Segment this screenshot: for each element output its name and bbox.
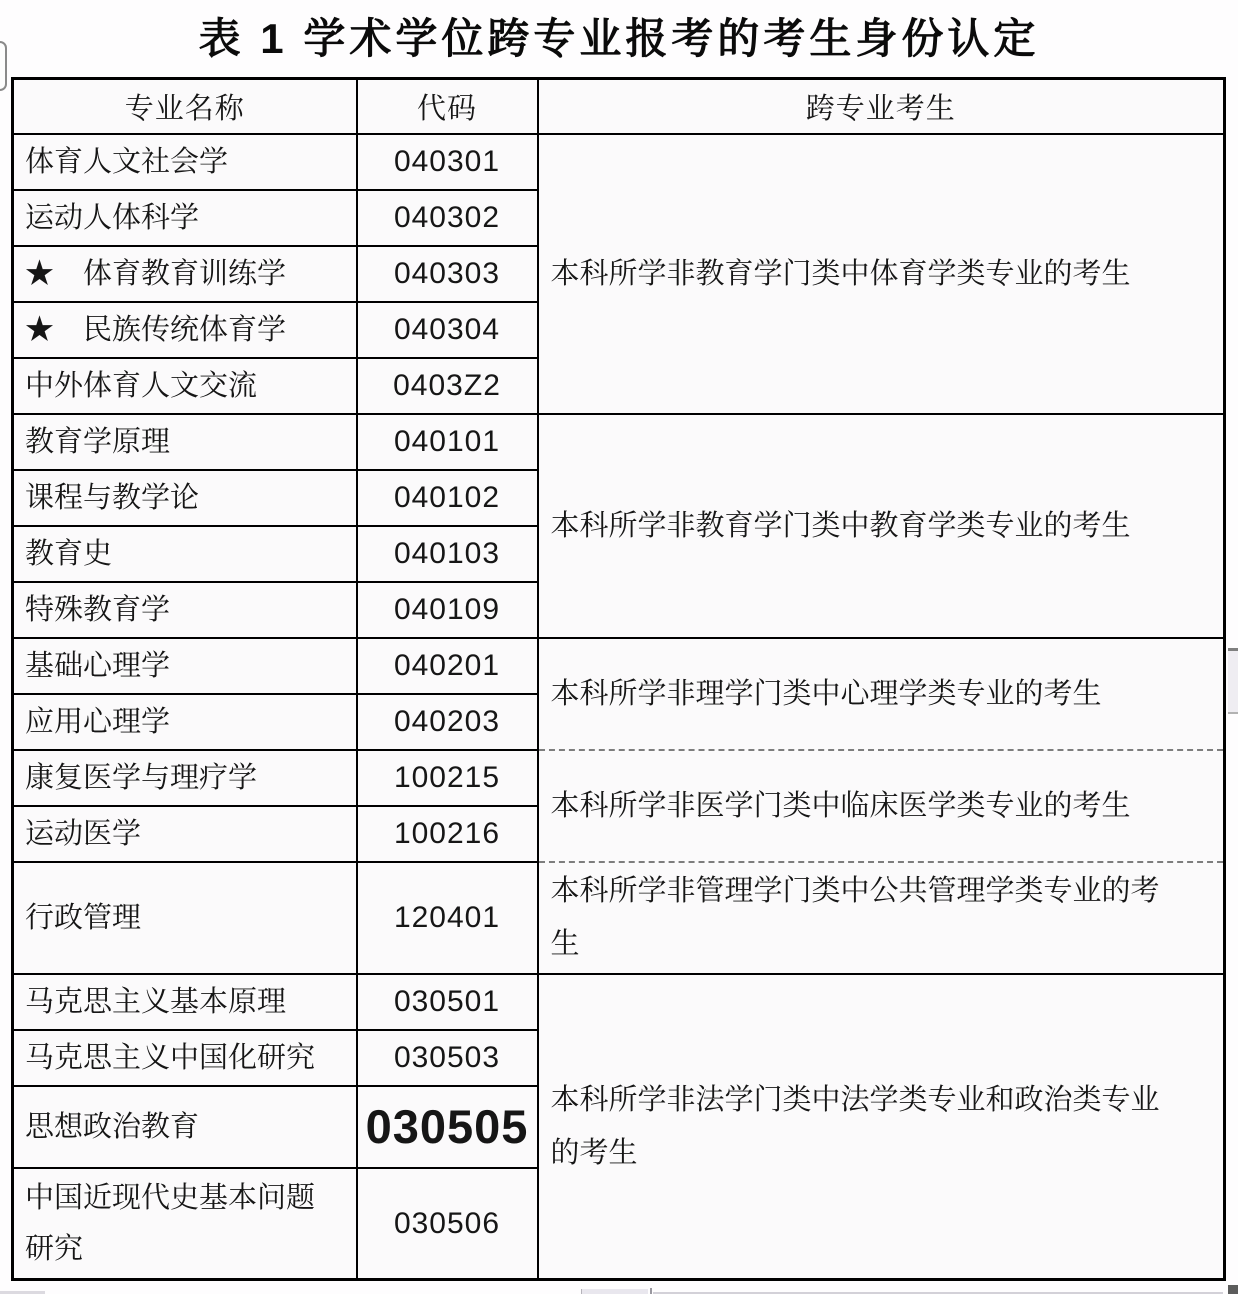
specialty-name-cell: 体育人文社会学	[13, 134, 357, 190]
specialty-name-cell: 思想政治教育	[13, 1086, 357, 1168]
specialty-name-cell: 教育学原理	[13, 414, 357, 470]
specialty-code-cell: 040304	[357, 302, 538, 358]
specialty-name-cell: 教育史	[13, 526, 357, 582]
specialty-code-cell: 040102	[357, 470, 538, 526]
clipped-right-scrollbar-fragment	[1228, 648, 1238, 714]
specialty-name-cell: 基础心理学	[13, 638, 357, 694]
table-row	[13, 414, 1225, 470]
table-row	[13, 638, 1225, 694]
specialty-name-cell: 马克思主义基本原理	[13, 974, 357, 1030]
specialty-code-cell: 100215	[357, 750, 538, 806]
specialty-name-cell: 康复医学与理疗学	[13, 750, 357, 806]
specialty-code-cell: 040303	[357, 246, 538, 302]
specialty-code-cell: 040302	[357, 190, 538, 246]
cross-major-group-cell: 本科所学非管理学门类中公共管理学类专业的考生	[538, 862, 1225, 974]
table-header	[13, 79, 1225, 134]
specialty-name-cell: 应用心理学	[13, 694, 357, 750]
header-specialty-name: 专业名称	[13, 79, 357, 134]
table-row	[13, 134, 1225, 190]
specialty-code-cell: 120401	[357, 862, 538, 974]
cross-major-group-cell: 本科所学非医学门类中临床医学类专业的考生	[538, 750, 1225, 862]
specialty-code-cell: 040101	[357, 414, 538, 470]
specialty-code-cell: 100216	[357, 806, 538, 862]
specialty-name-cell: 特殊教育学	[13, 582, 357, 638]
specialty-code-cell: 040203	[357, 694, 538, 750]
cross-major-group-cell: 本科所学非法学门类中法学类专业和政治类专业的考生	[538, 974, 1225, 1280]
specialty-code-cell: 030506	[357, 1168, 538, 1280]
specialty-code-cell: 0403Z2	[357, 358, 538, 414]
specialty-name-cell: 马克思主义中国化研究	[13, 1030, 357, 1086]
specialty-code-cell: 040301	[357, 134, 538, 190]
specialty-name-cell: ★ 民族传统体育学	[13, 302, 357, 358]
specialty-code-cell: 040103	[357, 526, 538, 582]
clipped-next-table-divider	[650, 1288, 652, 1294]
specialty-code-cell: 030503	[357, 1030, 538, 1086]
cross-major-group-cell: 本科所学非教育学门类中教育学类专业的考生	[538, 414, 1225, 638]
table-body	[13, 134, 1225, 1280]
specialty-name-cell: 中国近现代史基本问题研究	[13, 1168, 357, 1280]
specialty-name-cell: 中外体育人文交流	[13, 358, 357, 414]
specialty-name-cell: 运动人体科学	[13, 190, 357, 246]
table-row	[13, 974, 1225, 1030]
specialty-name-cell: 行政管理	[13, 862, 357, 974]
specialty-code-cell: 030505	[357, 1086, 538, 1168]
header-code: 代码	[357, 79, 538, 134]
identity-table	[11, 77, 1226, 1281]
specialty-code-cell: 040109	[357, 582, 538, 638]
clipped-side-button[interactable]	[0, 41, 7, 91]
header-row	[13, 79, 1225, 134]
specialty-name-cell: 运动医学	[13, 806, 357, 862]
table-row	[13, 862, 1225, 974]
header-cross-major: 跨专业考生	[538, 79, 1225, 134]
specialty-code-cell: 030501	[357, 974, 538, 1030]
table-row	[13, 750, 1225, 806]
page-title: 表 1 学术学位跨专业报考的考生身份认定	[198, 15, 1040, 62]
specialty-name-cell: ★ 体育教育训练学	[13, 246, 357, 302]
cross-major-group-cell: 本科所学非理学门类中心理学类专业的考生	[538, 638, 1225, 750]
specialty-name-cell: 课程与教学论	[13, 470, 357, 526]
clipped-next-table-cell	[581, 1289, 648, 1294]
specialty-code-cell: 040201	[357, 638, 538, 694]
clipped-bottom-right-fragment	[1228, 1285, 1238, 1294]
cross-major-group-cell: 本科所学非教育学门类中体育学类专业的考生	[538, 134, 1225, 414]
